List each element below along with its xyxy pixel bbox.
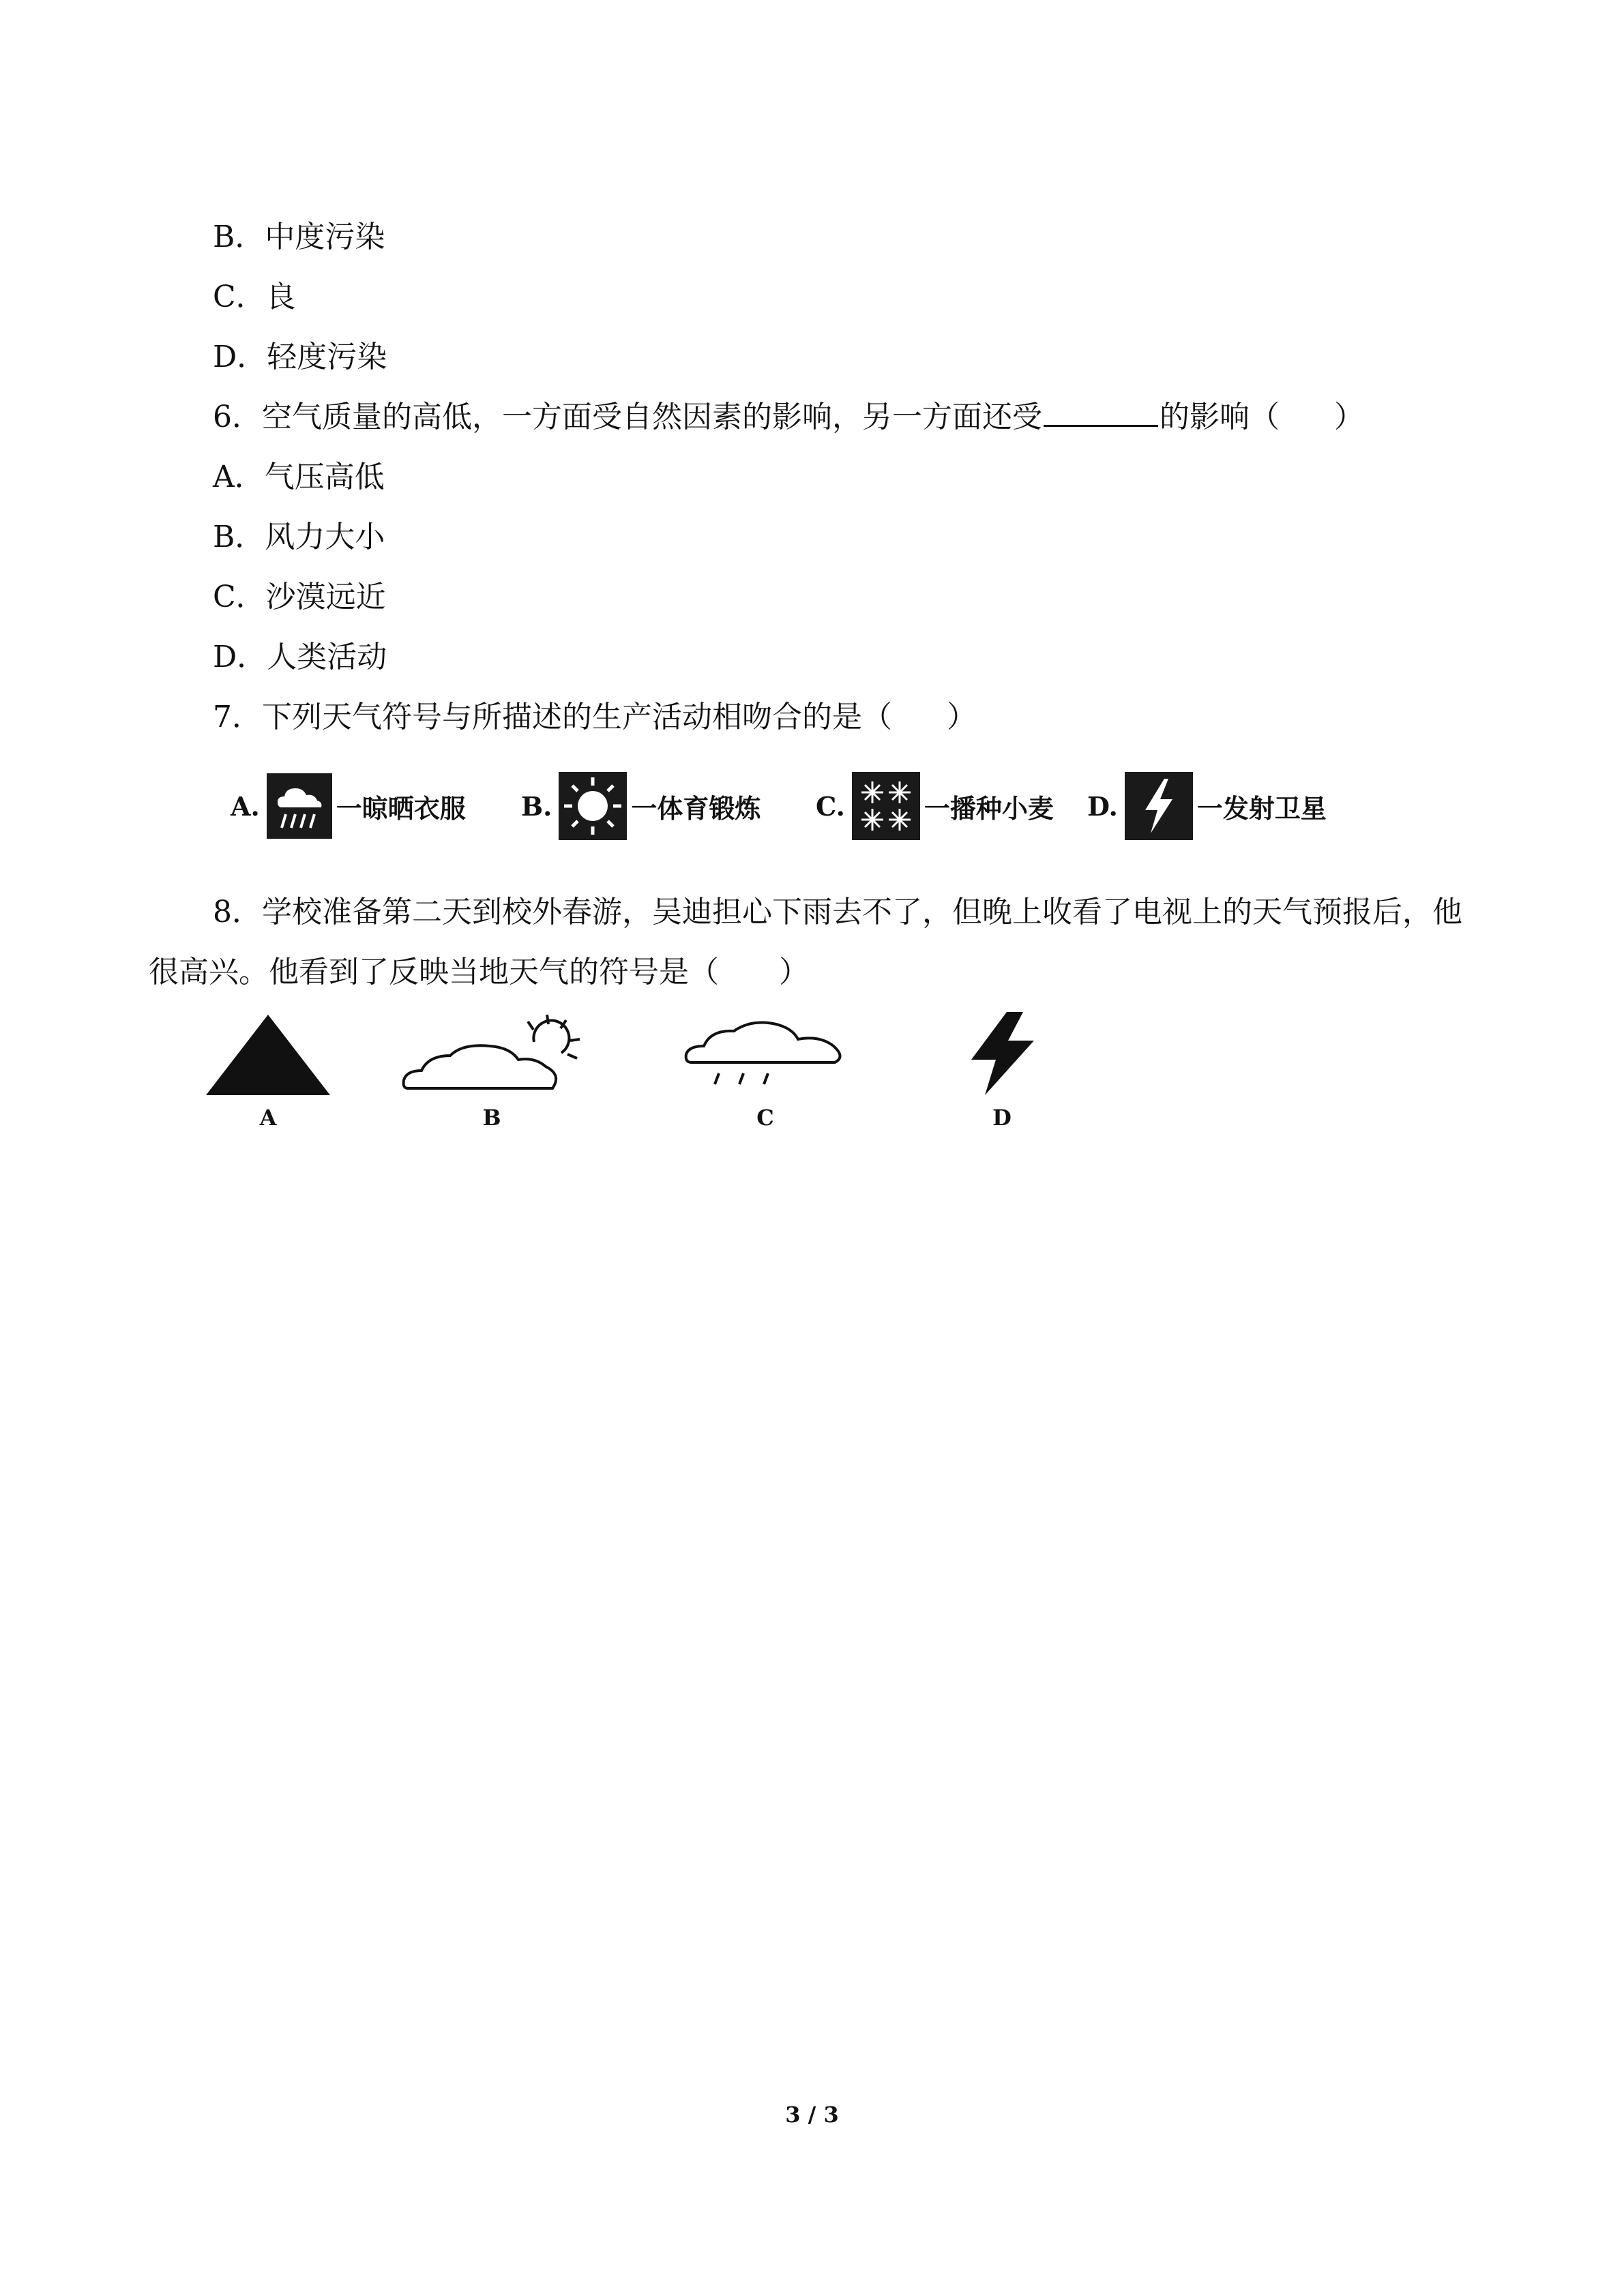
q6-stem xyxy=(213,397,1364,438)
q6-option-c xyxy=(213,577,386,618)
option-letter: B． xyxy=(213,220,265,254)
option-label: B xyxy=(482,1105,501,1131)
q8-option-d xyxy=(958,1009,1046,1131)
q8-option-a xyxy=(202,1009,334,1131)
option-label: A xyxy=(259,1105,277,1131)
q7-option-a xyxy=(231,771,466,841)
q6-option-b xyxy=(213,517,385,558)
option-letter: C. xyxy=(816,790,845,822)
option-letter: C． xyxy=(213,580,266,614)
option-letter: D. xyxy=(1087,790,1118,822)
q8-option-b xyxy=(401,1009,582,1131)
option-label: D xyxy=(992,1105,1012,1131)
lightning-icon xyxy=(1125,772,1193,840)
option-label: C xyxy=(756,1105,774,1131)
snow-icon xyxy=(852,772,920,840)
option-letter: A. xyxy=(231,790,260,822)
q8-stem-text: 8．学校准备第二天到校外春游，吴迪担心下雨去不了，但晚上收看了电视上的天气预报后，他很高兴。他看到了反映当地天气的符号是（ ） xyxy=(149,895,1462,989)
q5-option-c xyxy=(213,277,296,318)
lightning-bolt-icon xyxy=(958,1009,1046,1098)
option-letter: B. xyxy=(521,790,552,822)
option-text: 一发射卫星 xyxy=(1196,792,1327,824)
option-text: 风力大小 xyxy=(265,520,385,554)
option-text: 一晾晒衣服 xyxy=(336,792,466,824)
option-letter: D． xyxy=(213,640,267,674)
option-text: 人类活动 xyxy=(267,640,387,674)
q5-option-b xyxy=(213,217,385,258)
option-text: 良 xyxy=(265,280,296,314)
q6-option-d xyxy=(213,637,387,678)
q7-option-c xyxy=(816,771,1054,841)
option-text: 气压高低 xyxy=(264,460,385,494)
option-text: 一体育锻炼 xyxy=(631,792,761,824)
option-text: 轻度污染 xyxy=(267,340,387,374)
fill-blank[interactable] xyxy=(1044,400,1158,427)
q6-stem-before: 6．空气质量的高低，一方面受自然因素的影响，另一方面还受 xyxy=(213,400,1042,434)
q6-option-a xyxy=(213,457,385,498)
q7-option-d xyxy=(1087,771,1327,841)
option-letter: A． xyxy=(213,460,265,494)
q8-stem xyxy=(149,882,1486,1002)
option-text: 沙漠远近 xyxy=(265,580,386,614)
q7-close: ） xyxy=(947,700,977,734)
q7-option-b xyxy=(521,771,761,841)
option-text: 中度污染 xyxy=(265,220,385,254)
q8-option-c xyxy=(683,1009,847,1131)
q6-close: ） xyxy=(1334,400,1364,434)
option-text: 一播种小麦 xyxy=(924,792,1054,824)
cloud-sun-icon xyxy=(401,1009,582,1098)
q6-stem-after: 的影响（ xyxy=(1160,400,1280,434)
rain-icon xyxy=(267,773,332,839)
option-letter: C． xyxy=(213,280,266,314)
page-number: 3 / 3 xyxy=(785,2102,839,2128)
sun-icon xyxy=(559,772,627,840)
q7-stem-text: 7．下列天气符号与所描述的生产活动相吻合的是（ xyxy=(213,700,892,734)
q7-stem xyxy=(213,697,977,738)
cloud-rain-icon xyxy=(683,1009,847,1098)
q5-option-d xyxy=(213,337,387,378)
option-letter: D． xyxy=(213,340,267,374)
triangle-icon xyxy=(202,1009,334,1098)
option-letter: B． xyxy=(213,520,265,554)
